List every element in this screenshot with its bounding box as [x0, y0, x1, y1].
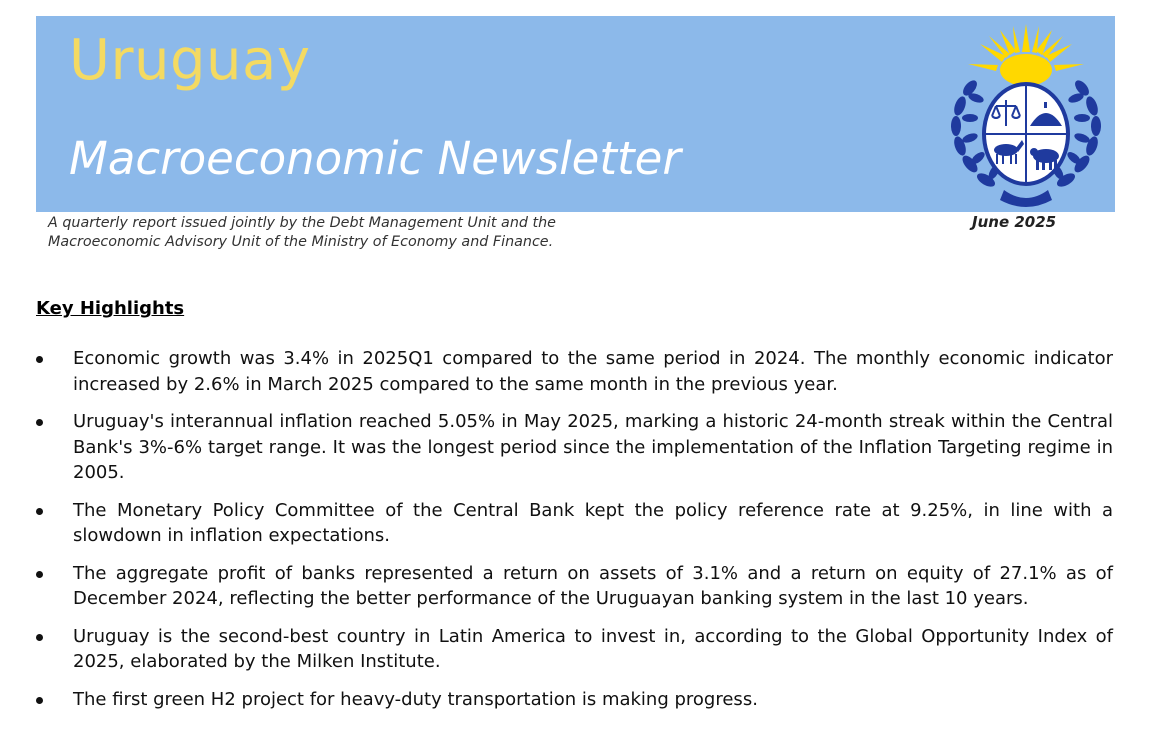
- highlight-text: Uruguay's interannual inflation reached 5.05% in May 2025, marking a historic 24-month streak within the Central Bank's 3%-6% target range. It was the longest period since the implementation of the Inflation Targeting regime in 2005.: [73, 411, 1113, 483]
- key-highlights-heading: Key Highlights: [36, 298, 185, 319]
- bullet-icon: [36, 356, 43, 363]
- issue-date: June 2025: [972, 213, 1057, 231]
- highlight-item: [36, 561, 1113, 612]
- report-subtitle: A quarterly report issued jointly by the Debt Management Unit and the Macroeconomic Advisory Unit of the Ministry of Economy and Finance.: [48, 215, 556, 250]
- newsletter-title: Macroeconomic Newsletter: [69, 132, 681, 185]
- highlight-item: [36, 346, 1113, 397]
- highlight-item: [36, 409, 1113, 486]
- sun-disc: [1000, 54, 1052, 86]
- highlight-item: [36, 498, 1113, 549]
- bullet-icon: [36, 697, 43, 704]
- ribbon: [1000, 190, 1052, 207]
- highlight-text: Economic growth was 3.4% in 2025Q1 compared to the same period in 2024. The monthly economic indicator increased by 2.6% in March 2025 compared to the same month in the previous year.: [73, 348, 1113, 395]
- bullet-icon: [36, 571, 43, 578]
- highlight-item: [36, 687, 1113, 713]
- country-name: Uruguay: [69, 28, 311, 93]
- header-banner: [36, 16, 1115, 212]
- coat-of-arms-icon: [942, 22, 1110, 208]
- highlight-text: The first green H2 project for heavy-duty transportation is making progress.: [73, 688, 758, 710]
- highlight-text: The Monetary Policy Committee of the Central Bank kept the policy reference rate at 9.25%, in line with a slowdown in inflation expectations.: [73, 499, 1113, 546]
- bullet-icon: [36, 508, 43, 515]
- bullet-icon: [36, 634, 43, 641]
- highlight-item: [36, 624, 1113, 675]
- highlights-list: [36, 346, 1113, 724]
- highlight-text: Uruguay is the second-best country in Latin America to invest in, according to the Global Opportunity Index of 2025, elaborated by the Milken Institute.: [73, 625, 1113, 672]
- highlight-text: The aggregate profit of banks represented a return on assets of 3.1% and a return on equity of 27.1% as of December 2024, reflecting the better performance of the Uruguayan banking system in the last 10 years.: [73, 562, 1113, 609]
- bullet-icon: [36, 419, 43, 426]
